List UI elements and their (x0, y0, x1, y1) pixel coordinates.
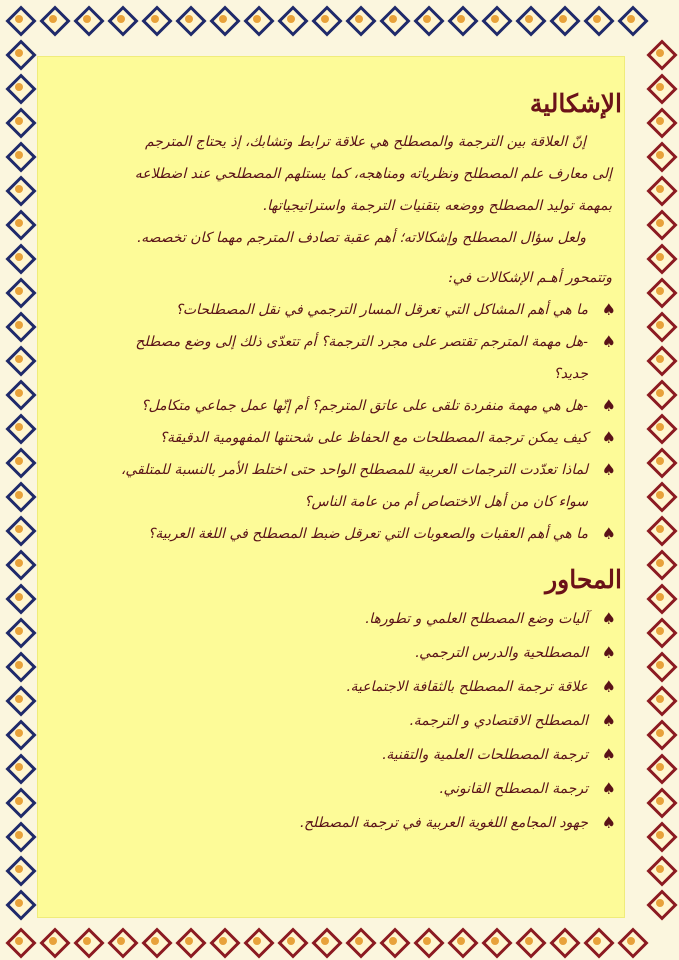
border-ornament-icon (514, 4, 544, 34)
spade-bullet-icon: ♠ (601, 428, 616, 447)
border-ornament-icon (645, 752, 675, 782)
border-ornament-icon (616, 926, 646, 956)
list-item-continuation: سواء كان من أهل الاختصاص أم من عامة الناس؟ (304, 494, 588, 510)
border-ornament-icon (174, 4, 204, 34)
axes-heading: المحاور (545, 565, 622, 594)
spade-bullet-icon: ♠ (601, 524, 616, 543)
list-item: ♠ علاقة ترجمة المصطلح بالثقافة الاجتماعية. (44, 670, 622, 704)
border-ornament-icon (645, 412, 675, 442)
axes-list (44, 602, 622, 840)
list-item: ♠ -هل هي مهمة منفردة تلقى على عاتق المترجم؟ أم إنّها عمل جماعي متكامل؟ (44, 390, 622, 422)
problem-heading: الإشكالية (529, 89, 622, 118)
border-ornament-icon (645, 344, 675, 374)
list-item: ♠ المصطلحية والدرس الترجمي. (44, 636, 622, 670)
spade-bullet-icon: ♠ (601, 396, 616, 415)
border-ornament-icon (446, 4, 476, 34)
border-ornament-icon (4, 174, 34, 204)
border-ornament-icon (645, 582, 675, 612)
border-ornament-icon (4, 72, 34, 102)
list-item: ♠ -هل مهمة المترجم تقتصر على مجرد الترجمة؟ أم تتعدّى ذلك إلى وضع مصطلح (44, 326, 622, 358)
border-ornament-icon (242, 4, 272, 34)
border-ornament-icon (4, 514, 34, 544)
spade-bullet-icon: ♠ (601, 813, 616, 832)
border-ornament-icon (645, 310, 675, 340)
border-ornament-icon (276, 4, 306, 34)
list-item: ♠ ترجمة المصطلح القانوني. (44, 772, 622, 806)
border-ornament-icon (4, 208, 34, 238)
list-item: ♠ ما هي أهم العقبات والصعوبات التي تعرقل ضبط المصطلح في اللغة العربية؟ (44, 518, 622, 550)
list-item-continuation: جديد؟ (553, 366, 588, 382)
border-ornament-icon (4, 310, 34, 340)
border-ornament-icon (645, 514, 675, 544)
border-ornament-icon (4, 616, 34, 646)
border-ornament-icon (344, 4, 374, 34)
questions-intro: وتتمحور أهـم الإشكالات في: (448, 270, 612, 286)
border-ornament-icon (480, 4, 510, 34)
border-ornament-icon (4, 854, 34, 884)
border-ornament-icon (645, 684, 675, 714)
spade-bullet-icon: ♠ (601, 332, 616, 351)
border-ornament-icon (4, 718, 34, 748)
border-ornament-icon (378, 926, 408, 956)
border-ornament-icon (4, 38, 34, 68)
border-ornament-icon (4, 926, 34, 956)
list-item: ♠ لماذا تعدّدت الترجمات العربية للمصطلح الواحد حتى اختلط الأمر بالنسبة للمتلقي، (44, 454, 622, 486)
border-ornament-icon (4, 4, 34, 34)
border-ornament-icon (4, 412, 34, 442)
spade-bullet-icon: ♠ (601, 609, 616, 628)
border-ornament-icon (616, 4, 646, 34)
list-item: ♠ ترجمة المصطلحات العلمية والتقنية. (44, 738, 622, 772)
border-ornament-icon (645, 242, 675, 272)
border-ornament-icon (645, 888, 675, 918)
border-ornament-icon (645, 378, 675, 408)
border-ornament-icon (645, 480, 675, 510)
border-ornament-icon (242, 926, 272, 956)
list-item: ♠ آليات وضع المصطلح العلمي و تطورها. (44, 602, 622, 636)
intro-line: إلى معارف علم المصطلح ونظرياته ومناهجه، كما يستلهم المصطلحي عند اضطلاعه (134, 166, 612, 182)
border-ornament-icon (4, 276, 34, 306)
border-ornament-icon (72, 926, 102, 956)
border-ornament-icon (378, 4, 408, 34)
border-ornament-icon (208, 4, 238, 34)
border-ornament-icon (4, 106, 34, 136)
spade-bullet-icon: ♠ (601, 677, 616, 696)
border-ornament-icon (480, 926, 510, 956)
list-item: ♠ ما هي أهم المشاكل التي تعرقل المسار الترجمي في نقل المصطلحات؟ (44, 294, 622, 326)
border-ornament-icon (4, 344, 34, 374)
border-ornament-icon (4, 242, 34, 272)
border-ornament-icon (38, 926, 68, 956)
border-ornament-icon (4, 480, 34, 510)
border-ornament-icon (310, 926, 340, 956)
border-ornament-icon (140, 4, 170, 34)
border-ornament-icon (4, 582, 34, 612)
border-ornament-icon (446, 926, 476, 956)
border-ornament-icon (4, 752, 34, 782)
border-ornament-icon (4, 548, 34, 578)
border-ornament-icon (645, 820, 675, 850)
border-ornament-icon (645, 446, 675, 476)
intro-line: ولعل سؤال المصطلح وإشكالاته؛ أهم عقبة تصادف المترجم مهما كان تخصصه. (136, 230, 586, 246)
spade-bullet-icon: ♠ (601, 779, 616, 798)
border-ornament-icon (106, 4, 136, 34)
border-ornament-icon (548, 926, 578, 956)
border-ornament-icon (4, 786, 34, 816)
border-ornament-icon (174, 926, 204, 956)
border-ornament-icon (276, 926, 306, 956)
border-ornament-icon (38, 4, 68, 34)
border-ornament-icon (106, 926, 136, 956)
spade-bullet-icon: ♠ (601, 711, 616, 730)
spade-bullet-icon: ♠ (601, 460, 616, 479)
border-ornament-icon (140, 926, 170, 956)
list-item: ♠ المصطلح الاقتصادي و الترجمة. (44, 704, 622, 738)
spade-bullet-icon: ♠ (601, 745, 616, 764)
border-ornament-icon (645, 38, 675, 68)
border-ornament-icon (645, 174, 675, 204)
border-ornament-icon (4, 888, 34, 918)
border-ornament-icon (645, 276, 675, 306)
intro-line: بمهمة توليد المصطلح ووضعه بتقنيات الترجمة واستراتيجياتها. (262, 198, 612, 214)
border-ornament-icon (645, 854, 675, 884)
border-ornament-icon (645, 106, 675, 136)
border-ornament-icon (514, 926, 544, 956)
border-ornament-icon (645, 208, 675, 238)
border-ornament-icon (72, 4, 102, 34)
border-ornament-icon (344, 926, 374, 956)
border-ornament-icon (582, 926, 612, 956)
border-ornament-icon (4, 446, 34, 476)
border-ornament-icon (645, 650, 675, 680)
border-ornament-icon (310, 4, 340, 34)
border-ornament-icon (208, 926, 238, 956)
border-ornament-icon (412, 926, 442, 956)
list-item: ♠ جهود المجامع اللغوية العربية في ترجمة المصطلح. (44, 806, 622, 840)
border-ornament-icon (412, 4, 442, 34)
border-ornament-icon (4, 650, 34, 680)
questions-list (44, 294, 622, 550)
border-ornament-icon (548, 4, 578, 34)
border-ornament-icon (4, 820, 34, 850)
border-ornament-icon (645, 72, 675, 102)
border-ornament-icon (645, 548, 675, 578)
border-ornament-icon (4, 684, 34, 714)
border-ornament-icon (4, 140, 34, 170)
spade-bullet-icon: ♠ (601, 300, 616, 319)
border-ornament-icon (645, 786, 675, 816)
border-ornament-icon (645, 718, 675, 748)
list-item: ♠ كيف يمكن ترجمة المصطلحات مع الحفاظ على شحنتها المفهومية الدقيقة؟ (44, 422, 622, 454)
border-ornament-icon (645, 140, 675, 170)
border-ornament-icon (645, 616, 675, 646)
spade-bullet-icon: ♠ (601, 643, 616, 662)
border-ornament-icon (4, 378, 34, 408)
border-ornament-icon (582, 4, 612, 34)
intro-line: إنّ العلاقة بين الترجمة والمصطلح هي علاقة ترابط وتشابك، إذ يحتاج المترجم (144, 134, 586, 150)
document-body (44, 86, 622, 840)
